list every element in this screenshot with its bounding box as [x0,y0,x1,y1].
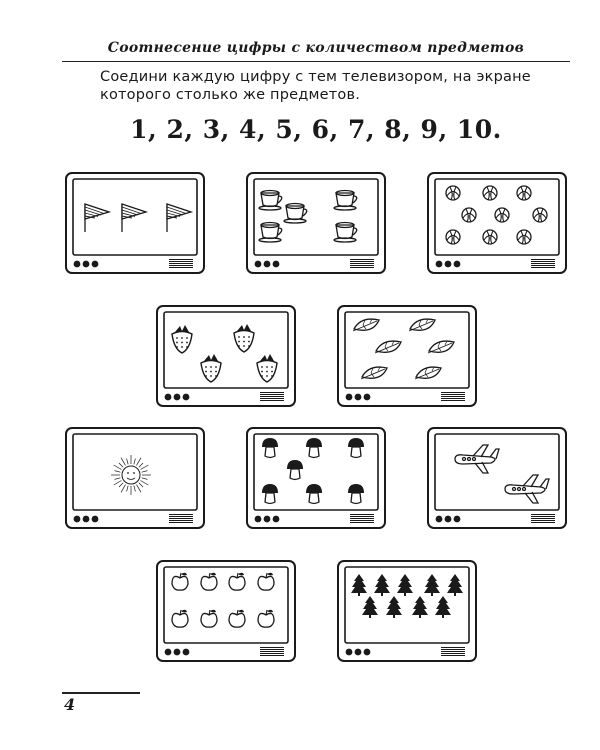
tv-trees-screen [337,560,477,662]
tv-cups-screen [246,172,386,274]
tv-flags[interactable] [65,172,205,274]
tv-sun-screen [65,427,205,529]
tv-balls[interactable] [427,172,567,274]
tv-apples-screen [156,560,296,662]
tv-sun[interactable] [65,427,205,529]
page-header: Соотнесение цифры с количеством предметов [107,40,525,56]
tv-apples[interactable] [156,560,296,662]
instruction-text [100,68,540,104]
instruction-line-1: Соедини каждую цифру с тем телевизором, на экране [100,69,531,85]
instruction-line-2: которого столько же предметов. [100,87,361,103]
tv-leaves[interactable] [337,305,477,407]
tv-balls-screen [427,172,567,274]
tv-strawberries-screen [156,305,296,407]
header-rule [62,61,570,62]
tv-trees[interactable] [337,560,477,662]
tv-mushrooms-screen [246,427,386,529]
tv-strawberries[interactable] [156,305,296,407]
page-number: 4 [64,695,76,714]
tv-mushrooms[interactable] [246,427,386,529]
tv-cups[interactable] [246,172,386,274]
page-number-rule [62,692,140,694]
tv-leaves-screen [337,305,477,407]
tv-planes[interactable] [427,427,567,529]
tv-flags-screen [65,172,205,274]
numbers-row: 1, 2, 3, 4, 5, 6, 7, 8, 9, 10. [130,115,502,144]
tv-planes-screen [427,427,567,529]
